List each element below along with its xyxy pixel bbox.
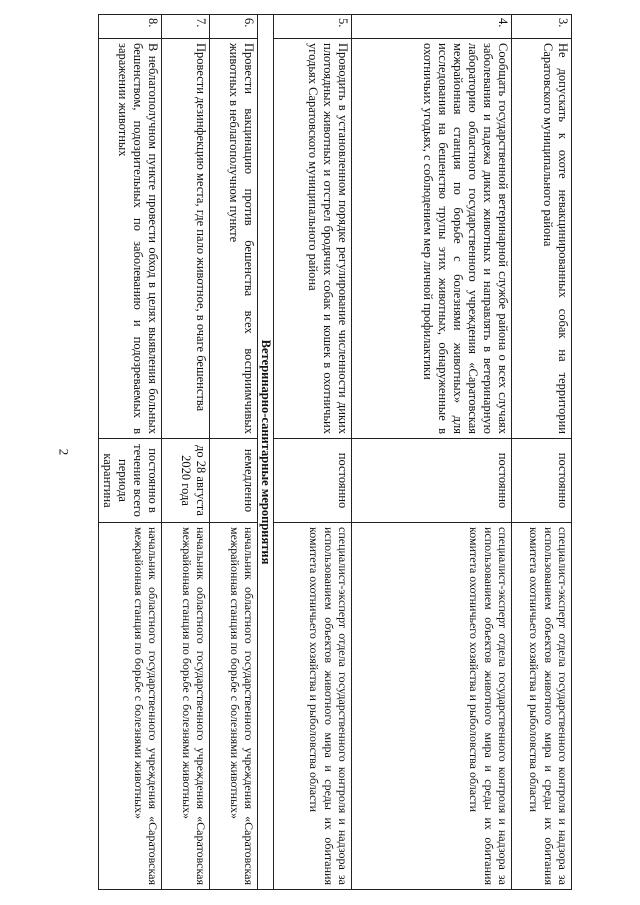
table-row: [512, 15, 572, 890]
row-responsible: специалист-эксперт отдела государственного контроля и надзора за использованием объектов животного мира и среды их обитания комитета охотничьего хозяйства и рыболовства области: [274, 523, 352, 890]
measures-table: [98, 14, 572, 890]
row-term: до 28 августа 2020 года: [162, 439, 210, 523]
row-action: Провести дезинфекцию места, где пало животное, в очаге бешенства: [162, 39, 210, 439]
row-action: Сообщать государственной ветеринарной службе района о всех случаях заболевания и падежа диких животных и направлять в ветеринарную лабораторию областного государственного учреждения «Саратовская межрайонная станция по борьбе с болезнями животных» для исследования на бешенство трупы этих животных, обнаруженные в охотничьих угодьях, с соблюдением мер личной профилактики: [352, 39, 512, 439]
row-number: 8.: [99, 15, 162, 39]
row-term: постоянно: [274, 439, 352, 523]
table-row: [352, 15, 512, 890]
row-responsible: специалист-эксперт отдела государственного контроля и надзора за использованием объектов животного мира и среды их обитания комитета охотничьего хозяйства и рыболовства области: [352, 523, 512, 890]
row-action: В неблагополучном пункте провести обход в целях выявления больных бешенством, подозрительных по заболеванию и подозреваемых в заражении животных: [99, 39, 162, 439]
row-number: 5.: [274, 15, 352, 39]
row-responsible: начальник областного государственного учреждения «Саратовская межрайонная станция по борьбе с болезнями животных»: [210, 523, 258, 890]
section-title: Ветеринарно-санитарные мероприятия: [258, 15, 274, 890]
row-term: постоянно в течение всего периода карантина: [99, 439, 162, 523]
table-row: [99, 15, 162, 890]
row-responsible: специалист-эксперт отдела государственного контроля и надзора за использованием объектов животного мира и среды их обитания комитета охотничьего хозяйства и рыболовства области: [512, 523, 572, 890]
row-number: 4.: [352, 15, 512, 39]
table-row: [162, 15, 210, 890]
table-row: [274, 15, 352, 890]
page-number: 2: [56, 448, 72, 456]
row-responsible: начальник областного государственного учреждения «Саратовская межрайонная станция по борьбе с болезнями животных»: [99, 523, 162, 890]
row-responsible: начальник областного государственного учреждения «Саратовская межрайонная станция по борьбе с болезнями животных»: [162, 523, 210, 890]
row-number: 3.: [512, 15, 572, 39]
row-term: немедленно: [210, 439, 258, 523]
row-number: 6.: [210, 15, 258, 39]
section-row: [258, 15, 274, 890]
row-action: Проводить в установленном порядке регулирование численности диких плотоядных животных и отстрел бродячих собак и кошек в охотничьих угодьях Саратовского муниципального района: [274, 39, 352, 439]
table-row: [210, 15, 258, 890]
row-action: Не допускать к охоте невакцинированных собак на территории Саратовского муниципального района: [512, 39, 572, 439]
row-action: Провести вакцинацию против бешенства всех восприимчивых животных в неблагополучном пункте: [210, 39, 258, 439]
row-term: постоянно: [512, 439, 572, 523]
row-term: постоянно: [352, 439, 512, 523]
row-number: 7.: [162, 15, 210, 39]
measures-table-container: [84, 14, 572, 889]
